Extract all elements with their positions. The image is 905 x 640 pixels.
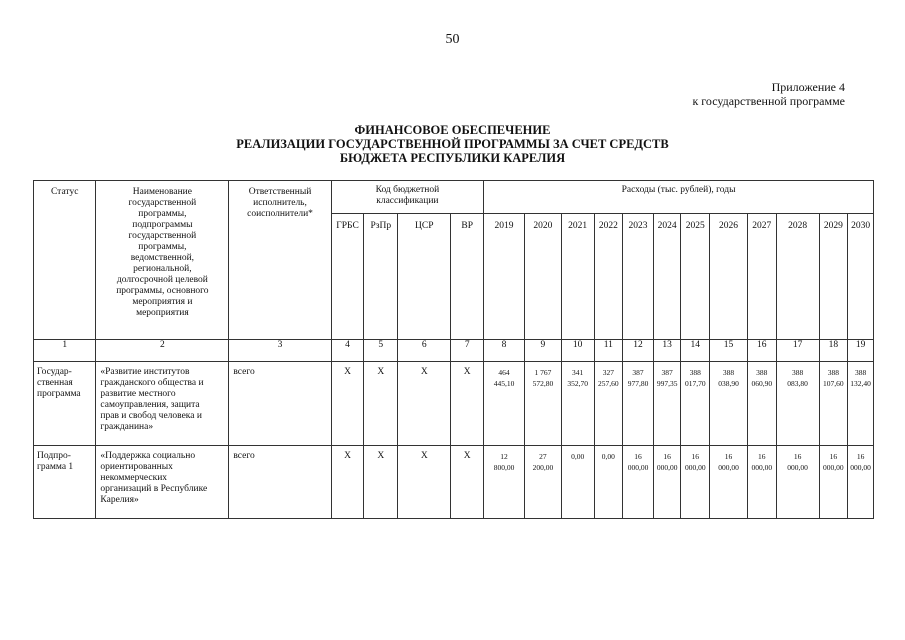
- row-classification: Х: [331, 362, 364, 446]
- row-name-line: развитие местного: [100, 389, 176, 399]
- row-classification: Х: [331, 446, 364, 519]
- header-name-line: долгосрочной целевой: [116, 275, 208, 285]
- header-budget-classification: [331, 181, 483, 214]
- row-name-line: некоммерческих: [100, 473, 168, 483]
- header-year: 2019: [484, 214, 525, 340]
- row-value: [561, 446, 594, 519]
- row-classification: Х: [364, 362, 398, 446]
- document-title: [0, 123, 905, 165]
- row-value: [681, 362, 710, 446]
- row-value: [653, 446, 681, 519]
- row-value: [623, 446, 654, 519]
- column-number: 17: [776, 340, 819, 362]
- row-value-part: 352,70: [567, 379, 588, 388]
- header-name-line: подпрограммы: [132, 220, 193, 230]
- header-name-line: программы,: [138, 242, 187, 252]
- row-value: [653, 362, 681, 446]
- column-number: 11: [594, 340, 623, 362]
- column-number-row: [34, 340, 874, 362]
- row-value: [681, 446, 710, 519]
- row-name-line: организаций в Республике: [100, 484, 208, 494]
- column-number: 16: [747, 340, 776, 362]
- row-status-line: программа: [37, 389, 81, 399]
- table-body: [34, 181, 874, 519]
- header-year: 2024: [653, 214, 681, 340]
- row-value-part: 977,80: [627, 379, 649, 388]
- row-classification: Х: [451, 446, 484, 519]
- row-status: [34, 446, 96, 519]
- column-number: 4: [331, 340, 364, 362]
- row-value-part: 16: [634, 452, 642, 461]
- appendix-note: [692, 80, 845, 108]
- column-number: 6: [398, 340, 451, 362]
- header-name-line: государственной: [128, 231, 197, 241]
- header-classification-col: ЦСР: [398, 214, 451, 340]
- page-number: 50: [445, 32, 460, 47]
- row-name: [96, 446, 229, 519]
- header-expenses: Расходы (тыс. рублей), годы: [484, 181, 874, 214]
- row-value: [484, 446, 525, 519]
- row-name-line: «Развитие институтов: [100, 367, 190, 377]
- row-value-part: 257,60: [598, 379, 619, 388]
- row-classification: Х: [398, 362, 451, 446]
- row-name-line: «Поддержка социально: [100, 451, 196, 461]
- row-value-part: 27: [539, 452, 547, 461]
- row-value: [747, 362, 776, 446]
- header-name-line: Наименование: [132, 187, 192, 197]
- row-value-part: 387: [632, 368, 644, 377]
- header-year: 2023: [623, 214, 654, 340]
- financing-table: [33, 180, 874, 519]
- header-name: [96, 181, 229, 340]
- row-value-part: 0,00: [601, 452, 615, 461]
- row-value-part: 341: [572, 368, 584, 377]
- row-value-part: 060,90: [751, 379, 773, 388]
- row-value-part: 800,00: [493, 463, 515, 472]
- row-value-part: 445,10: [493, 379, 515, 388]
- header-name-line: ведомственной,: [130, 253, 195, 263]
- row-value-part: 017,70: [684, 379, 706, 388]
- header-classification-col: РзПр: [364, 214, 398, 340]
- header-name-line: мероприятия: [136, 308, 189, 318]
- row-value: [848, 446, 874, 519]
- table-row: [34, 446, 874, 519]
- row-value: [623, 362, 654, 446]
- row-name-line: прав и свобод человека и: [100, 411, 202, 421]
- row-value-part: 000,00: [656, 463, 678, 472]
- column-number: 9: [524, 340, 561, 362]
- title-line-2: РЕАЛИЗАЦИИ ГОСУДАРСТВЕННОЙ ПРОГРАММЫ ЗА СЧЕТ СРЕДСТВ: [236, 137, 669, 151]
- header-classification-line: Код бюджетной: [375, 185, 440, 195]
- header-classification-col: ВР: [451, 214, 484, 340]
- row-value-part: 388: [791, 368, 804, 377]
- column-number: 15: [710, 340, 748, 362]
- row-status-line: грамма 1: [37, 462, 74, 472]
- column-number: 1: [34, 340, 96, 362]
- row-value-part: 388: [827, 368, 839, 377]
- appendix-line-1: Приложение 4: [771, 80, 845, 94]
- column-number: 18: [819, 340, 848, 362]
- row-name-line: ориентированных: [100, 462, 173, 472]
- row-value: [848, 362, 874, 446]
- column-number: 8: [484, 340, 525, 362]
- header-name-line: программы,: [138, 209, 187, 219]
- header-year: 2028: [776, 214, 819, 340]
- row-value-part: 16: [758, 452, 766, 461]
- header-executor-line: исполнитель,: [253, 198, 307, 208]
- column-number: 13: [653, 340, 681, 362]
- row-name-line: самоуправления, защита: [100, 400, 200, 410]
- row-value-part: 16: [691, 452, 700, 461]
- header-year: 2025: [681, 214, 710, 340]
- title-line-1: ФИНАНСОВОЕ ОБЕСПЕЧЕНИЕ: [354, 123, 551, 137]
- title-line-3: БЮДЖЕТА РЕСПУБЛИКИ КАРЕЛИЯ: [339, 151, 566, 165]
- row-value-part: 327: [602, 368, 614, 377]
- row-value-part: 000,00: [684, 463, 706, 472]
- row-value: [524, 362, 561, 446]
- row-executor: всего: [229, 362, 331, 446]
- row-value-part: 388: [689, 368, 701, 377]
- row-value: [484, 362, 525, 446]
- row-value-part: 1 767: [534, 368, 552, 377]
- row-status-line: Государ-: [37, 367, 72, 377]
- header-executor-line: соисполнители*: [247, 209, 313, 219]
- row-value: [776, 362, 819, 446]
- row-name-line: гражданского общества и: [100, 378, 204, 388]
- row-value-part: 083,80: [787, 379, 808, 388]
- row-value-part: 16: [663, 452, 671, 461]
- header-status: Статус: [34, 181, 96, 340]
- row-value-part: 464: [498, 368, 510, 377]
- header-row-1: [34, 181, 874, 214]
- row-classification: Х: [451, 362, 484, 446]
- row-classification: Х: [398, 446, 451, 519]
- header-year: 2026: [710, 214, 748, 340]
- row-value-part: 200,00: [532, 463, 554, 472]
- row-value: [710, 362, 748, 446]
- header-executor: [229, 181, 331, 340]
- column-number: 10: [561, 340, 594, 362]
- row-classification: Х: [364, 446, 398, 519]
- header-year: 2029: [819, 214, 848, 340]
- column-number: 5: [364, 340, 398, 362]
- row-value-part: 388: [756, 368, 768, 377]
- row-value-part: 572,80: [532, 379, 554, 388]
- row-value-part: 000,00: [850, 463, 871, 472]
- row-value-part: 132,40: [850, 379, 871, 388]
- header-executor-line: Ответственный: [248, 187, 312, 197]
- header-year: 2030: [848, 214, 874, 340]
- row-value-part: 107,60: [823, 379, 844, 388]
- header-year: 2022: [594, 214, 623, 340]
- header-year: 2027: [747, 214, 776, 340]
- row-status-line: Подпро-: [37, 451, 71, 461]
- row-name: [96, 362, 229, 446]
- table-row: [34, 362, 874, 446]
- header-name-line: программы, основного: [116, 286, 209, 296]
- row-value-part: 0,00: [571, 452, 585, 461]
- row-value: [819, 446, 848, 519]
- row-value-part: 038,90: [718, 379, 739, 388]
- row-name-line: гражданина»: [100, 422, 154, 432]
- header-year: 2021: [561, 214, 594, 340]
- row-executor: всего: [229, 446, 331, 519]
- row-value-part: 16: [793, 452, 802, 461]
- row-value: [747, 446, 776, 519]
- row-name-line: Карелия»: [100, 495, 139, 505]
- row-value-part: 000,00: [718, 463, 739, 472]
- row-value-part: 000,00: [787, 463, 808, 472]
- row-value-part: 387: [661, 368, 673, 377]
- row-value-part: 000,00: [823, 463, 844, 472]
- header-name-line: региональной,: [133, 264, 192, 274]
- row-value-part: 16: [856, 452, 865, 461]
- row-value: [594, 362, 623, 446]
- appendix-line-2: к государственной программе: [692, 94, 845, 108]
- row-value: [561, 362, 594, 446]
- column-number: 14: [681, 340, 710, 362]
- row-value-part: 000,00: [751, 463, 773, 472]
- row-value-part: 388: [722, 368, 735, 377]
- row-status: [34, 362, 96, 446]
- row-value: [524, 446, 561, 519]
- row-value: [710, 446, 748, 519]
- column-number: 3: [229, 340, 331, 362]
- row-value-part: 16: [829, 452, 838, 461]
- row-value: [776, 446, 819, 519]
- header-classification-line: классификации: [376, 196, 439, 206]
- header-year: 2020: [524, 214, 561, 340]
- row-value: [594, 446, 623, 519]
- column-number: 12: [623, 340, 654, 362]
- row-status-line: ственная: [37, 378, 73, 388]
- column-number: 2: [96, 340, 229, 362]
- row-value-part: 16: [724, 452, 733, 461]
- row-value: [819, 362, 848, 446]
- row-value-part: 997,35: [656, 379, 678, 388]
- column-number: 19: [848, 340, 874, 362]
- header-name-line: государственной: [128, 198, 197, 208]
- row-value-part: 000,00: [627, 463, 649, 472]
- row-value-part: 12: [500, 452, 508, 461]
- header-classification-col: ГРБС: [331, 214, 364, 340]
- header-name-line: мероприятия и: [132, 297, 193, 307]
- row-value-part: 388: [854, 368, 867, 377]
- column-number: 7: [451, 340, 484, 362]
